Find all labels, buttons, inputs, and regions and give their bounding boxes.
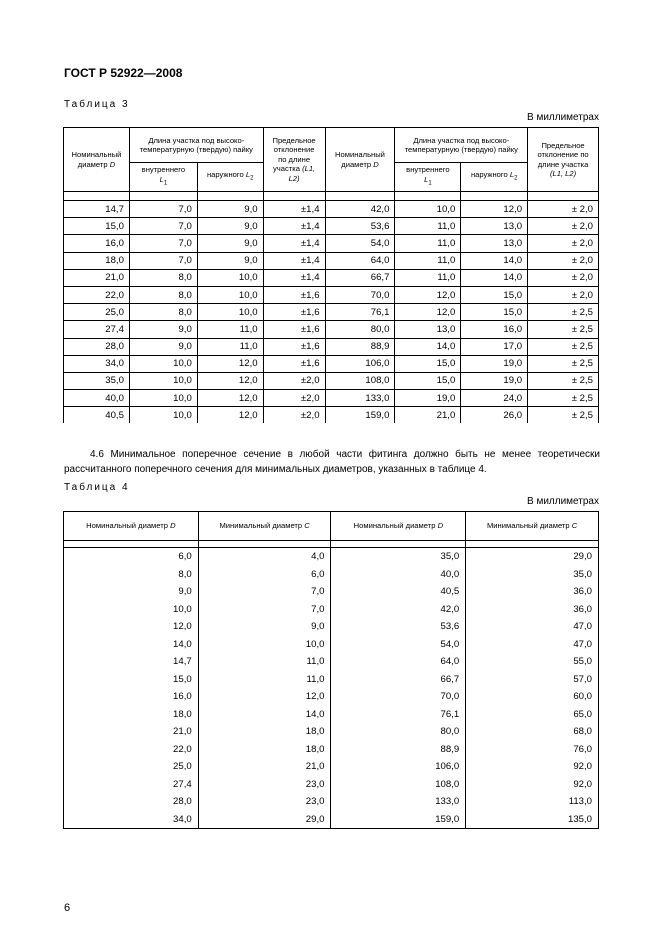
table-cell: 10,0 — [197, 304, 263, 321]
t3-head-length-left: Длина участка под высокотемпературную (твердую) пайку — [129, 128, 263, 163]
table-cell: 106,0 — [331, 758, 466, 776]
table-cell: 6,0 — [198, 566, 331, 584]
table-cell: 27,4 — [64, 321, 130, 338]
table-cell: 10,0 — [129, 407, 197, 424]
table-cell: 34,0 — [64, 811, 199, 829]
table-cell: 11,0 — [198, 653, 331, 671]
table-cell: 11,0 — [197, 321, 263, 338]
table-cell: 133,0 — [325, 390, 395, 407]
table4-caption: Таблица 4 — [64, 482, 130, 493]
table-row — [64, 566, 599, 584]
table-cell: 18,0 — [64, 706, 199, 724]
table-cell: 159,0 — [325, 407, 395, 424]
table-cell: 25,0 — [64, 304, 130, 321]
t4-head-nominal-right: Номинальный диаметр D — [331, 512, 466, 541]
table-row — [64, 548, 599, 566]
table-cell: 15,0 — [395, 372, 461, 389]
table-cell: 35,0 — [64, 372, 130, 389]
table-cell: ± 2,0 — [528, 235, 599, 252]
table-row — [64, 811, 599, 829]
table-cell: 12,0 — [395, 286, 461, 303]
table-cell: ±1,4 — [263, 269, 325, 286]
table-cell: 11,0 — [197, 338, 263, 355]
table-row — [64, 338, 599, 355]
table-cell: ± 2,0 — [528, 218, 599, 235]
table-cell: 10,0 — [395, 201, 461, 218]
table-cell: ± 2,0 — [528, 286, 599, 303]
table-cell: 4,0 — [198, 548, 331, 566]
paragraph-4-6: 4.6 Минимальное поперечное сечение в любой части фитинга должно быть не менее теоретически рассчитанного поперечного сечения для минимальных диаметров, указанных в таблице 4. — [64, 449, 600, 475]
table-cell: 76,0 — [466, 741, 599, 759]
table-cell: 10,0 — [197, 269, 263, 286]
table-cell: 88,9 — [331, 741, 466, 759]
table-row — [64, 758, 599, 776]
table-cell: ± 2,5 — [528, 372, 599, 389]
table-cell: 26,0 — [461, 407, 528, 424]
table-row — [64, 407, 599, 424]
table-cell: 7,0 — [198, 583, 331, 601]
table-cell: 11,0 — [395, 235, 461, 252]
table-cell: 76,1 — [325, 304, 395, 321]
table-row — [64, 706, 599, 724]
table-cell: 53,6 — [325, 218, 395, 235]
table-cell: 8,0 — [129, 304, 197, 321]
table-cell: 42,0 — [331, 601, 466, 619]
table-cell: 13,0 — [461, 235, 528, 252]
table-cell: 10,0 — [129, 355, 197, 372]
table-cell: 17,0 — [461, 338, 528, 355]
table-row — [64, 793, 599, 811]
table-cell: 25,0 — [64, 758, 199, 776]
table-cell: 34,0 — [64, 355, 130, 372]
table-cell: 23,0 — [198, 793, 331, 811]
table-cell: 76,1 — [331, 706, 466, 724]
table-cell: 24,0 — [461, 390, 528, 407]
table-cell: ± 2,0 — [528, 269, 599, 286]
table-cell: 21,0 — [64, 723, 199, 741]
table-cell: 12,0 — [395, 304, 461, 321]
table-cell: 42,0 — [325, 201, 395, 218]
table-cell: 29,0 — [198, 811, 331, 829]
table-cell: ±1,6 — [263, 286, 325, 303]
table-cell: 12,0 — [198, 688, 331, 706]
table-cell: 135,0 — [466, 811, 599, 829]
table-row — [64, 321, 599, 338]
table-cell: 54,0 — [331, 636, 466, 654]
table-cell: 55,0 — [466, 653, 599, 671]
table-cell: 11,0 — [395, 252, 461, 269]
t3-head-outer-right: наружного $L_2$ — [461, 163, 528, 192]
table-cell: 88,9 — [325, 338, 395, 355]
t3-head-inner-left: внутреннего $L_1$ — [129, 163, 197, 192]
table-cell: 68,0 — [466, 723, 599, 741]
table-cell: 13,0 — [395, 321, 461, 338]
table-cell: 14,0 — [64, 636, 199, 654]
table-cell: 8,0 — [64, 566, 199, 584]
table-row — [64, 252, 599, 269]
table-cell: 7,0 — [129, 235, 197, 252]
table-cell: 47,0 — [466, 636, 599, 654]
table-cell: 13,0 — [461, 218, 528, 235]
table4-units: В миллиметрах — [527, 496, 599, 507]
table-cell: ± 2,5 — [528, 407, 599, 424]
table-cell: 11,0 — [395, 218, 461, 235]
table-cell: 19,0 — [461, 355, 528, 372]
table-cell: 11,0 — [198, 671, 331, 689]
table-cell: 36,0 — [466, 583, 599, 601]
t4-head-nominal-left: Номинальный диаметр D — [64, 512, 199, 541]
table-row — [64, 688, 599, 706]
table-cell: 7,0 — [129, 252, 197, 269]
table-cell: 40,0 — [331, 566, 466, 584]
table-cell: 10,0 — [129, 372, 197, 389]
table-cell: 14,7 — [64, 201, 130, 218]
table-row — [64, 218, 599, 235]
table-cell: 40,5 — [331, 583, 466, 601]
table-cell: 19,0 — [461, 372, 528, 389]
document-header: ГОСТ Р 52922—2008 — [64, 66, 183, 80]
table-cell: 18,0 — [198, 723, 331, 741]
table-cell: 14,0 — [461, 269, 528, 286]
t4-head-minimal-left: Минимальный диаметр C — [198, 512, 331, 541]
table-row — [64, 355, 599, 372]
table-cell: 40,0 — [64, 390, 130, 407]
t3-head-inner-right: внутреннего $L_1$ — [395, 163, 461, 192]
table-cell: ± 2,5 — [528, 304, 599, 321]
table-cell: 7,0 — [129, 201, 197, 218]
table-cell: 65,0 — [466, 706, 599, 724]
table-cell: 28,0 — [64, 793, 199, 811]
table-cell: ± 2,0 — [528, 252, 599, 269]
table-cell: 29,0 — [466, 548, 599, 566]
table-cell: 9,0 — [197, 201, 263, 218]
table-cell: 19,0 — [395, 390, 461, 407]
table-cell: 159,0 — [331, 811, 466, 829]
table-cell: ± 2,5 — [528, 390, 599, 407]
table-cell: 18,0 — [198, 741, 331, 759]
table-cell: 15,0 — [395, 355, 461, 372]
table-cell: ±1,4 — [263, 235, 325, 252]
table-row — [64, 618, 599, 636]
table-row — [64, 723, 599, 741]
table-cell: 8,0 — [129, 286, 197, 303]
table-cell: ±1,6 — [263, 321, 325, 338]
table-row — [64, 583, 599, 601]
table-cell: 9,0 — [198, 618, 331, 636]
table-cell: ±2,0 — [263, 407, 325, 424]
table-cell: 113,0 — [466, 793, 599, 811]
table-cell: 60,0 — [466, 688, 599, 706]
table4-body — [64, 541, 599, 829]
table-cell: 10,0 — [129, 390, 197, 407]
table-row — [64, 201, 599, 218]
table-cell: 7,0 — [198, 601, 331, 619]
table-cell: 12,0 — [461, 201, 528, 218]
table-cell: 70,0 — [325, 286, 395, 303]
table-cell: ± 2,5 — [528, 338, 599, 355]
table-cell: 80,0 — [325, 321, 395, 338]
table-cell: 15,0 — [461, 304, 528, 321]
table-cell: 12,0 — [197, 355, 263, 372]
table-row — [64, 671, 599, 689]
table-row — [64, 286, 599, 303]
table-cell: 14,7 — [64, 653, 199, 671]
t4-head-minimal-right: Минимальный диаметр C — [466, 512, 599, 541]
table-cell: 22,0 — [64, 286, 130, 303]
t3-head-length-right: Длина участка под высокотемпературную (твердую) пайку — [395, 128, 528, 163]
table-cell: ± 2,5 — [528, 321, 599, 338]
table4 — [63, 511, 599, 829]
table-cell: 14,0 — [461, 252, 528, 269]
t3-head-tolerance-left: Предельное отклонение по длине участка (L1, L2) — [263, 128, 325, 192]
table-cell: 14,0 — [198, 706, 331, 724]
table-cell: 70,0 — [331, 688, 466, 706]
table-cell: 21,0 — [64, 269, 130, 286]
table3-body — [64, 192, 599, 424]
table-cell: 21,0 — [395, 407, 461, 424]
table-cell: ±1,4 — [263, 252, 325, 269]
table-cell: 92,0 — [466, 758, 599, 776]
table-cell: ±2,0 — [263, 372, 325, 389]
table-cell: 23,0 — [198, 776, 331, 794]
table-cell: 108,0 — [325, 372, 395, 389]
table-cell: 36,0 — [466, 601, 599, 619]
table-cell: ± 2,0 — [528, 201, 599, 218]
table-row — [64, 741, 599, 759]
table-cell: 57,0 — [466, 671, 599, 689]
table-cell: 12,0 — [197, 372, 263, 389]
table-cell: 47,0 — [466, 618, 599, 636]
table-cell: 54,0 — [325, 235, 395, 252]
table-cell: 12,0 — [197, 390, 263, 407]
table-cell: 92,0 — [466, 776, 599, 794]
table-row — [64, 304, 599, 321]
table-row — [64, 269, 599, 286]
table-cell: 15,0 — [64, 218, 130, 235]
table-cell: 16,0 — [64, 235, 130, 252]
table-cell: 66,7 — [325, 269, 395, 286]
table-cell: 16,0 — [461, 321, 528, 338]
table-row — [64, 372, 599, 389]
table-cell: ±1,6 — [263, 304, 325, 321]
table-cell: 35,0 — [331, 548, 466, 566]
table-cell: 9,0 — [129, 321, 197, 338]
table-cell: 106,0 — [325, 355, 395, 372]
table-cell: 11,0 — [395, 269, 461, 286]
table-cell: 8,0 — [129, 269, 197, 286]
table-cell: 21,0 — [198, 758, 331, 776]
table-cell: 9,0 — [64, 583, 199, 601]
table3-caption: Таблица 3 — [64, 99, 130, 110]
page-number: 6 — [64, 902, 71, 914]
table-cell: 9,0 — [197, 252, 263, 269]
table-cell: 14,0 — [395, 338, 461, 355]
table-cell: 53,6 — [331, 618, 466, 636]
table-cell: 10,0 — [64, 601, 199, 619]
table-cell: 15,0 — [461, 286, 528, 303]
table-cell: 28,0 — [64, 338, 130, 355]
table-row — [64, 636, 599, 654]
table-row — [64, 776, 599, 794]
table-cell: 9,0 — [129, 338, 197, 355]
table-cell: 108,0 — [331, 776, 466, 794]
table-cell: 10,0 — [197, 286, 263, 303]
table-cell: 9,0 — [197, 235, 263, 252]
table-cell: 40,5 — [64, 407, 130, 424]
t3-head-nominal-right: Номинальный диаметр D — [325, 128, 395, 192]
table-cell: 16,0 — [64, 688, 199, 706]
table-cell: ±1,6 — [263, 338, 325, 355]
t3-head-outer-left: наружного $L_2$ — [197, 163, 263, 192]
table-cell: ±1,4 — [263, 218, 325, 235]
table-cell: 12,0 — [197, 407, 263, 424]
table-row — [64, 390, 599, 407]
table-cell: 27,4 — [64, 776, 199, 794]
table-cell: 80,0 — [331, 723, 466, 741]
table-cell: ±1,6 — [263, 355, 325, 372]
table-cell: 15,0 — [64, 671, 199, 689]
table-cell: 133,0 — [331, 793, 466, 811]
table-cell: 7,0 — [129, 218, 197, 235]
table-cell: 64,0 — [325, 252, 395, 269]
table-cell: 64,0 — [331, 653, 466, 671]
table3 — [63, 127, 599, 423]
t3-head-nominal-left: Номинальный диаметр D — [64, 128, 130, 192]
table-row — [64, 653, 599, 671]
table-cell: 10,0 — [198, 636, 331, 654]
table-cell: 18,0 — [64, 252, 130, 269]
table-cell: 12,0 — [64, 618, 199, 636]
table-row — [64, 601, 599, 619]
table-cell: 66,7 — [331, 671, 466, 689]
table-cell: ±2,0 — [263, 390, 325, 407]
table-cell: 9,0 — [197, 218, 263, 235]
table-cell: ± 2,5 — [528, 355, 599, 372]
table-cell: 6,0 — [64, 548, 199, 566]
table-cell: 35,0 — [466, 566, 599, 584]
table-cell: 22,0 — [64, 741, 199, 759]
table-row — [64, 235, 599, 252]
t3-head-tolerance-right: Предельное отклонение по длине участка (L1, L2) — [528, 128, 599, 192]
table3-units: В миллиметрах — [527, 112, 599, 123]
table-cell: ±1,4 — [263, 201, 325, 218]
